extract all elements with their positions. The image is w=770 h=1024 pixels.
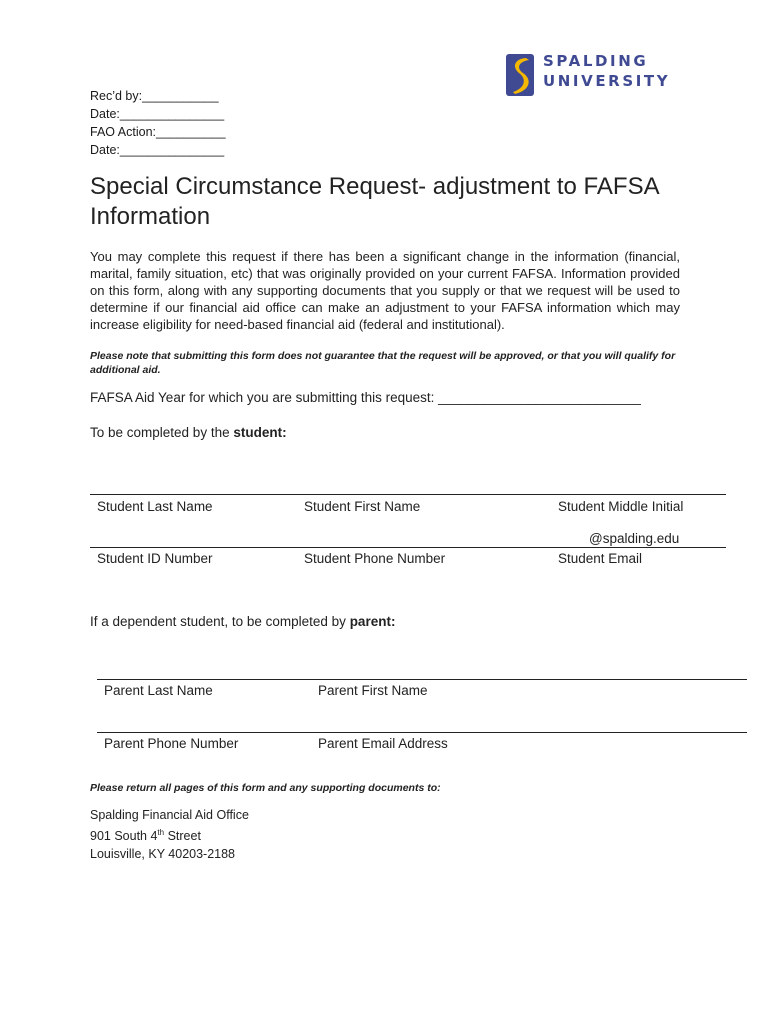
return-instructions: Please return all pages of this form and any supporting documents to: bbox=[90, 782, 441, 794]
student-name-line[interactable] bbox=[90, 494, 726, 495]
parent-section-heading bbox=[90, 614, 395, 629]
mailing-address bbox=[90, 806, 249, 863]
student-last-name-label: Student Last Name bbox=[97, 499, 213, 514]
parent-email-label: Parent Email Address bbox=[318, 736, 448, 751]
office-use-block bbox=[90, 87, 226, 159]
date-field-2: Date:_______________ bbox=[90, 143, 225, 157]
aid-year-field[interactable]: FAFSA Aid Year for which you are submitting this request: ___________________________ bbox=[90, 390, 641, 405]
student-first-name-label: Student First Name bbox=[304, 499, 421, 514]
student-section-heading bbox=[90, 425, 287, 440]
intro-paragraph: You may complete this request if there has been a significant change in the information (financial, marital, family situation, etc) that was originally provided on your current FAFSA. Information provided on this form, along with any supporting documents that you supply or that we request will be used to determine if our financial aid office can make an adjustment to your FAFSA information which may increase eligibility for need-based financial aid (federal and institutional). bbox=[90, 249, 680, 332]
parent-name-line[interactable] bbox=[97, 679, 747, 680]
student-middle-initial-label: Student Middle Initial bbox=[558, 499, 684, 514]
parent-first-name-label: Parent First Name bbox=[318, 683, 428, 698]
spalding-university-logo bbox=[505, 50, 680, 100]
student-contact-line[interactable] bbox=[90, 547, 726, 548]
student-section-prefix: To be completed by the bbox=[90, 425, 234, 440]
title-line-1: Special Circumstance Request- adjustment to FAFSA bbox=[90, 173, 660, 200]
date-field: Date:_______________ bbox=[90, 107, 225, 121]
title-line-2: Information bbox=[90, 203, 211, 230]
disclaimer-note: Please note that submitting this form does not guarantee that the request will be approved, or that you will qualify for additional aid. bbox=[90, 350, 676, 376]
page-title bbox=[90, 172, 660, 232]
student-phone-label: Student Phone Number bbox=[304, 551, 446, 566]
address-ordinal: th bbox=[157, 828, 165, 837]
logo-text-spalding: SPALDING bbox=[543, 52, 649, 70]
parent-section-bold: parent: bbox=[349, 614, 396, 629]
student-section-bold: student: bbox=[233, 425, 287, 440]
parent-phone-label: Parent Phone Number bbox=[104, 736, 239, 751]
address-street-name: Street bbox=[164, 829, 201, 844]
student-id-label: Student ID Number bbox=[97, 551, 213, 566]
logo-mark-icon bbox=[505, 53, 537, 97]
address-line-1: Spalding Financial Aid Office bbox=[90, 808, 249, 822]
parent-section-prefix: If a dependent student, to be completed by bbox=[90, 614, 350, 629]
address-street-number: 901 South 4 bbox=[90, 829, 158, 844]
parent-last-name-label: Parent Last Name bbox=[104, 683, 213, 698]
email-domain-suffix: @spalding.edu bbox=[589, 531, 680, 546]
address-line-3: Louisville, KY 40203-2188 bbox=[90, 847, 236, 862]
fao-action-field: FAO Action:__________ bbox=[90, 125, 226, 139]
address-line-2 bbox=[90, 824, 249, 845]
recd-by-field: Rec’d by:___________ bbox=[90, 89, 219, 103]
parent-contact-line[interactable] bbox=[97, 732, 747, 733]
student-email-label: Student Email bbox=[558, 551, 643, 566]
logo-text-university: UNIVERSITY bbox=[543, 72, 671, 90]
